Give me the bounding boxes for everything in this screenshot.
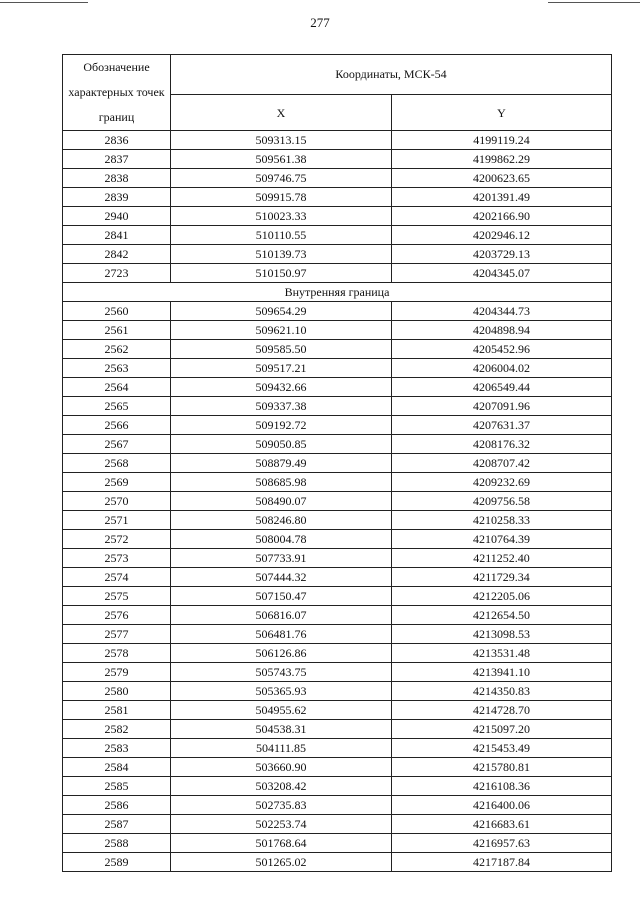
table-row <box>63 758 612 777</box>
table-row <box>63 302 612 321</box>
y-cell: 4214350.83 <box>392 682 612 701</box>
y-cell: 4208707.42 <box>392 454 612 473</box>
table-row <box>63 606 612 625</box>
y-cell: 4216957.63 <box>392 834 612 853</box>
point-cell: 2582 <box>63 720 171 739</box>
table-row <box>63 378 612 397</box>
y-cell: 4206004.02 <box>392 359 612 378</box>
point-cell: 2571 <box>63 511 171 530</box>
x-cell: 503660.90 <box>171 758 392 777</box>
y-cell: 4216683.61 <box>392 815 612 834</box>
x-cell: 507444.32 <box>171 568 392 587</box>
table-row <box>63 701 612 720</box>
y-cell: 4206549.44 <box>392 378 612 397</box>
point-cell: 2584 <box>63 758 171 777</box>
scan-edge-mark-right <box>548 2 640 3</box>
table-row <box>63 359 612 378</box>
point-cell: 2839 <box>63 188 171 207</box>
inner-boundary-rows <box>63 302 612 872</box>
x-cell: 505365.93 <box>171 682 392 701</box>
x-cell: 510150.97 <box>171 264 392 283</box>
y-cell: 4212205.06 <box>392 587 612 606</box>
point-cell: 2568 <box>63 454 171 473</box>
y-cell: 4208176.32 <box>392 435 612 454</box>
point-cell: 2723 <box>63 264 171 283</box>
table-row <box>63 815 612 834</box>
y-cell: 4210764.39 <box>392 530 612 549</box>
point-cell: 2837 <box>63 150 171 169</box>
point-cell: 2574 <box>63 568 171 587</box>
point-cell: 2561 <box>63 321 171 340</box>
y-cell: 4202946.12 <box>392 226 612 245</box>
x-cell: 503208.42 <box>171 777 392 796</box>
point-cell: 2567 <box>63 435 171 454</box>
x-cell: 501768.64 <box>171 834 392 853</box>
table-row <box>63 568 612 587</box>
y-cell: 4207091.96 <box>392 397 612 416</box>
table-row <box>63 435 612 454</box>
y-cell: 4205452.96 <box>392 340 612 359</box>
table-row <box>63 720 612 739</box>
x-cell: 509915.78 <box>171 188 392 207</box>
point-cell: 2940 <box>63 207 171 226</box>
x-cell: 509621.10 <box>171 321 392 340</box>
x-cell: 510110.55 <box>171 226 392 245</box>
point-cell: 2585 <box>63 777 171 796</box>
table-row <box>63 264 612 283</box>
y-cell: 4202166.90 <box>392 207 612 226</box>
x-cell: 508490.07 <box>171 492 392 511</box>
y-cell: 4199119.24 <box>392 131 612 150</box>
x-cell: 506816.07 <box>171 606 392 625</box>
y-cell: 4216108.36 <box>392 777 612 796</box>
table-row <box>63 226 612 245</box>
inner-section <box>63 283 612 302</box>
x-cell: 507150.47 <box>171 587 392 606</box>
point-cell: 2583 <box>63 739 171 758</box>
x-cell: 509432.66 <box>171 378 392 397</box>
point-cell: 2836 <box>63 131 171 150</box>
table-row <box>63 853 612 872</box>
point-cell: 2576 <box>63 606 171 625</box>
x-column-header: X <box>171 95 392 131</box>
table-row <box>63 834 612 853</box>
y-cell: 4207631.37 <box>392 416 612 435</box>
y-cell: 4199862.29 <box>392 150 612 169</box>
point-cell: 2566 <box>63 416 171 435</box>
point-column-header: Обозначение характерных точек границ <box>63 55 171 131</box>
table-row <box>63 321 612 340</box>
x-cell: 509192.72 <box>171 416 392 435</box>
y-cell: 4209232.69 <box>392 473 612 492</box>
y-cell: 4201391.49 <box>392 188 612 207</box>
table-row <box>63 188 612 207</box>
x-cell: 510023.33 <box>171 207 392 226</box>
table-row <box>63 131 612 150</box>
table-row <box>63 663 612 682</box>
table-row <box>63 169 612 188</box>
x-cell: 509654.29 <box>171 302 392 321</box>
y-cell: 4217187.84 <box>392 853 612 872</box>
point-cell: 2587 <box>63 815 171 834</box>
x-cell: 502253.74 <box>171 815 392 834</box>
x-cell: 502735.83 <box>171 796 392 815</box>
table-row <box>63 397 612 416</box>
table-row <box>63 150 612 169</box>
table-row <box>63 511 612 530</box>
x-cell: 501265.02 <box>171 853 392 872</box>
table-row <box>63 644 612 663</box>
table-row <box>63 625 612 644</box>
point-cell: 2578 <box>63 644 171 663</box>
point-cell: 2560 <box>63 302 171 321</box>
point-cell: 2838 <box>63 169 171 188</box>
x-cell: 508246.80 <box>171 511 392 530</box>
x-cell: 506481.76 <box>171 625 392 644</box>
point-cell: 2565 <box>63 397 171 416</box>
y-column-header: Y <box>392 95 612 131</box>
coordinates-header: Координаты, МСК-54 <box>171 55 612 95</box>
x-cell: 509313.15 <box>171 131 392 150</box>
point-cell: 2573 <box>63 549 171 568</box>
point-cell: 2564 <box>63 378 171 397</box>
table-header <box>63 55 612 131</box>
point-cell: 2581 <box>63 701 171 720</box>
y-cell: 4215780.81 <box>392 758 612 777</box>
inner-section-title: Внутренняя граница <box>63 283 612 302</box>
x-cell: 504538.31 <box>171 720 392 739</box>
y-cell: 4204898.94 <box>392 321 612 340</box>
point-cell: 2842 <box>63 245 171 264</box>
point-cell: 2589 <box>63 853 171 872</box>
y-cell: 4213531.48 <box>392 644 612 663</box>
y-cell: 4211729.34 <box>392 568 612 587</box>
point-cell: 2569 <box>63 473 171 492</box>
table-row <box>63 207 612 226</box>
x-cell: 509337.38 <box>171 397 392 416</box>
table-row <box>63 739 612 758</box>
x-cell: 508004.78 <box>171 530 392 549</box>
point-cell: 2580 <box>63 682 171 701</box>
x-cell: 504111.85 <box>171 739 392 758</box>
page-number: 277 <box>310 15 330 30</box>
y-cell: 4200623.65 <box>392 169 612 188</box>
y-cell: 4214728.70 <box>392 701 612 720</box>
point-cell: 2579 <box>63 663 171 682</box>
x-cell: 509050.85 <box>171 435 392 454</box>
table-row <box>63 549 612 568</box>
point-cell: 2570 <box>63 492 171 511</box>
point-cell: 2575 <box>63 587 171 606</box>
table-row <box>63 473 612 492</box>
y-cell: 4215453.49 <box>392 739 612 758</box>
y-cell: 4213098.53 <box>392 625 612 644</box>
point-cell: 2572 <box>63 530 171 549</box>
y-cell: 4216400.06 <box>392 796 612 815</box>
y-cell: 4211252.40 <box>392 549 612 568</box>
x-cell: 508879.49 <box>171 454 392 473</box>
y-cell: 4209756.58 <box>392 492 612 511</box>
table-row <box>63 454 612 473</box>
x-cell: 509746.75 <box>171 169 392 188</box>
table-row <box>63 245 612 264</box>
y-cell: 4204345.07 <box>392 264 612 283</box>
x-cell: 507733.91 <box>171 549 392 568</box>
y-cell: 4204344.73 <box>392 302 612 321</box>
y-cell: 4213941.10 <box>392 663 612 682</box>
table-row <box>63 416 612 435</box>
x-cell: 509517.21 <box>171 359 392 378</box>
y-cell: 4212654.50 <box>392 606 612 625</box>
scan-edge-mark-left <box>0 2 88 3</box>
table-row <box>63 587 612 606</box>
point-cell: 2562 <box>63 340 171 359</box>
table-row <box>63 777 612 796</box>
outer-boundary-rows <box>63 131 612 283</box>
table-row <box>63 492 612 511</box>
x-cell: 509561.38 <box>171 150 392 169</box>
y-cell: 4215097.20 <box>392 720 612 739</box>
x-cell: 505743.75 <box>171 663 392 682</box>
table-row <box>63 530 612 549</box>
point-cell: 2588 <box>63 834 171 853</box>
x-cell: 508685.98 <box>171 473 392 492</box>
x-cell: 510139.73 <box>171 245 392 264</box>
point-cell: 2586 <box>63 796 171 815</box>
y-cell: 4203729.13 <box>392 245 612 264</box>
x-cell: 504955.62 <box>171 701 392 720</box>
x-cell: 506126.86 <box>171 644 392 663</box>
table-row <box>63 340 612 359</box>
coordinates-table <box>62 54 612 872</box>
x-cell: 509585.50 <box>171 340 392 359</box>
table-row <box>63 682 612 701</box>
point-cell: 2577 <box>63 625 171 644</box>
point-cell: 2563 <box>63 359 171 378</box>
point-cell: 2841 <box>63 226 171 245</box>
table-row <box>63 796 612 815</box>
section-row <box>63 283 612 302</box>
y-cell: 4210258.33 <box>392 511 612 530</box>
